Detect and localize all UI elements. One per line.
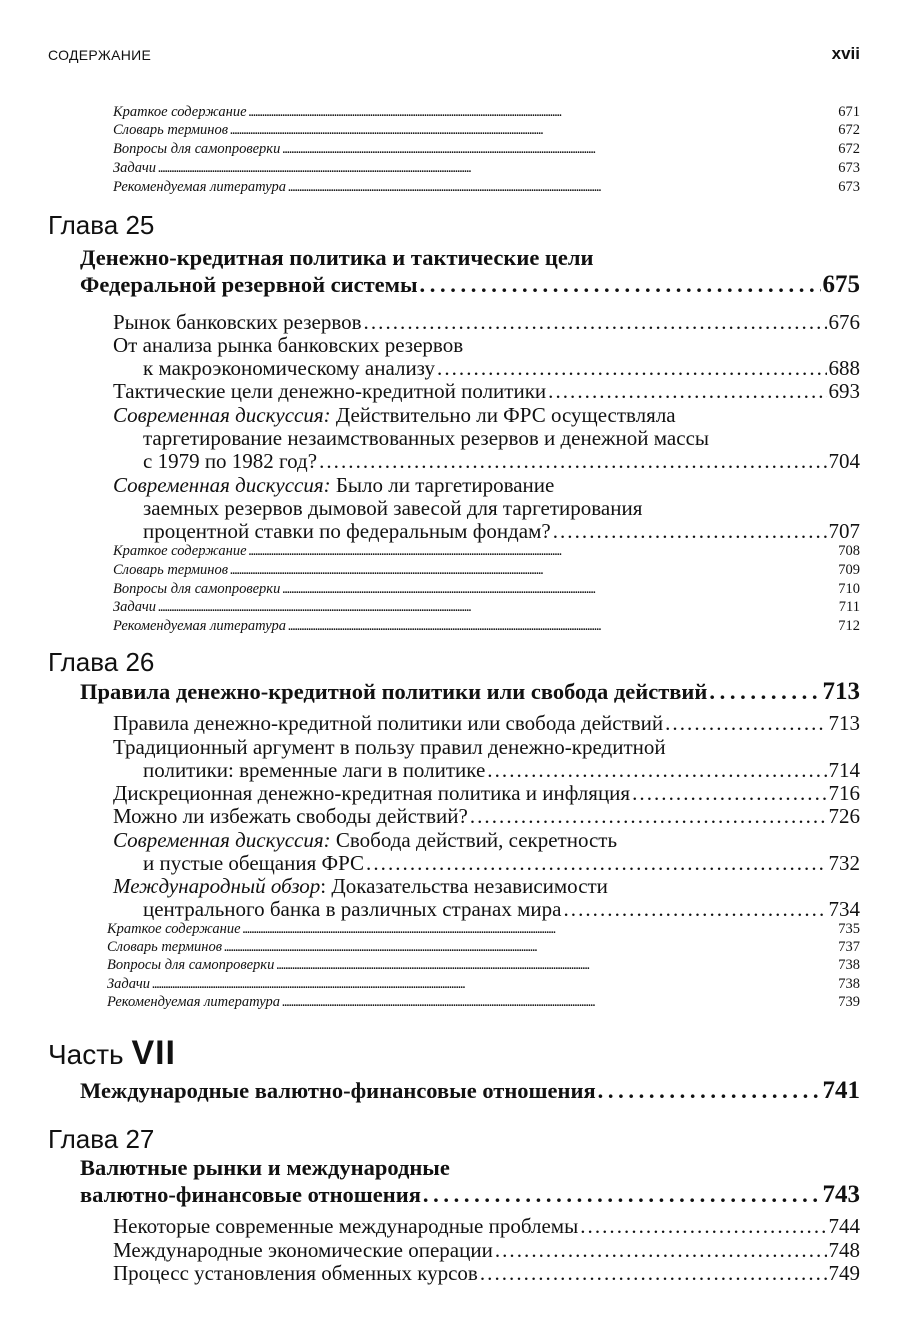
toc-section-page: 704 bbox=[828, 449, 860, 473]
toc-section[interactable] bbox=[113, 804, 860, 829]
chapter-title: Федеральной резервной системы bbox=[80, 272, 418, 297]
toc-section-page: 688 bbox=[828, 356, 860, 380]
toc-entry-page: 737 bbox=[838, 939, 860, 955]
dot-leader bbox=[152, 976, 836, 993]
dot-leader bbox=[420, 272, 821, 298]
toc-section-title: Международный обзор: Доказательства независимости bbox=[113, 874, 608, 898]
toc-entry[interactable] bbox=[107, 921, 860, 938]
toc-section-title: Некоторые современные международные проблемы bbox=[113, 1214, 579, 1238]
toc-entry-page: 709 bbox=[838, 562, 860, 578]
toc-section[interactable] bbox=[143, 356, 860, 381]
toc-section-page: 713 bbox=[828, 711, 860, 735]
toc-entry[interactable] bbox=[107, 994, 860, 1011]
toc-entry[interactable] bbox=[113, 543, 860, 560]
toc-entry-title: Краткое содержание bbox=[107, 921, 241, 937]
toc-section-title: Тактические цели денежно-кредитной политики bbox=[113, 379, 547, 403]
toc-entry-title: Задачи bbox=[113, 160, 156, 176]
toc-section[interactable] bbox=[143, 758, 860, 783]
toc-entry[interactable] bbox=[113, 104, 860, 121]
toc-entry[interactable] bbox=[113, 122, 860, 139]
toc-section-title: с 1979 по 1982 год? bbox=[143, 449, 318, 473]
dot-leader bbox=[282, 581, 836, 598]
dot-leader bbox=[282, 994, 836, 1011]
dot-leader bbox=[366, 851, 826, 876]
toc-section-title: политики: временные лаги в политике bbox=[143, 758, 486, 782]
chapter-label: Глава 27 bbox=[48, 1124, 155, 1154]
part-title: Международные валютно-финансовые отношения bbox=[80, 1078, 596, 1103]
toc-entry-page: 708 bbox=[838, 543, 860, 559]
toc-section-title: Рынок банковских резервов bbox=[113, 310, 362, 334]
toc-section-page: 732 bbox=[828, 851, 860, 875]
toc-entry[interactable] bbox=[113, 160, 860, 177]
toc-entry-title: Рекомендуемая литература bbox=[107, 994, 280, 1010]
toc-entry-title: Вопросы для самопроверки bbox=[113, 141, 281, 157]
toc-entry[interactable] bbox=[107, 939, 860, 956]
dot-leader bbox=[364, 310, 827, 335]
toc-section[interactable] bbox=[113, 1238, 860, 1263]
toc-entry[interactable] bbox=[113, 141, 860, 158]
chapter-page: 713 bbox=[822, 678, 860, 705]
dot-leader bbox=[230, 562, 836, 579]
toc-section[interactable] bbox=[143, 519, 860, 544]
toc-section[interactable] bbox=[113, 711, 860, 736]
feature-label: Международный обзор bbox=[113, 874, 321, 898]
toc-entry-page: 712 bbox=[838, 618, 860, 634]
toc-section-page: 716 bbox=[828, 781, 860, 805]
dot-leader bbox=[158, 599, 837, 616]
toc-section-page: 714 bbox=[828, 758, 860, 782]
toc-section[interactable] bbox=[113, 310, 860, 335]
toc-section-page: 707 bbox=[828, 519, 860, 543]
toc-section-title: к макроэкономическому анализу bbox=[143, 356, 436, 380]
chapter-title-entry[interactable] bbox=[80, 1181, 860, 1209]
dot-leader bbox=[282, 141, 836, 158]
toc-section-title: Современная дискуссия: Было ли таргетирование bbox=[113, 473, 555, 497]
dot-leader bbox=[632, 781, 826, 806]
chapter-title: Денежно-кредитная политика и тактические цели bbox=[80, 245, 594, 270]
toc-entry-page: 673 bbox=[838, 160, 860, 176]
dot-leader bbox=[487, 758, 826, 783]
toc-entry-title: Рекомендуемая литература bbox=[113, 179, 286, 195]
dot-leader bbox=[224, 939, 836, 956]
part-title-entry[interactable] bbox=[80, 1077, 860, 1105]
dot-leader bbox=[276, 957, 836, 974]
toc-entry-title: Задачи bbox=[107, 976, 150, 992]
running-header-title: СОДЕРЖАНИЕ bbox=[48, 47, 152, 63]
toc-section[interactable] bbox=[143, 897, 860, 922]
toc-entry[interactable] bbox=[113, 562, 860, 579]
chapter-page: 743 bbox=[822, 1181, 860, 1208]
part-page: 741 bbox=[822, 1077, 860, 1104]
chapter-title: валютно-финансовые отношения bbox=[80, 1182, 421, 1207]
chapter-page: 675 bbox=[822, 271, 860, 298]
toc-entry-page: 738 bbox=[838, 957, 860, 973]
toc-section[interactable] bbox=[143, 449, 860, 474]
toc-entry-title: Краткое содержание bbox=[113, 104, 247, 120]
toc-section-page: 734 bbox=[828, 897, 860, 921]
chapter-label: Глава 25 bbox=[48, 210, 155, 240]
dot-leader bbox=[319, 449, 826, 474]
toc-entry-page: 735 bbox=[838, 921, 860, 937]
toc-section-title: Традиционный аргумент в пользу правил денежно-кредитной bbox=[113, 735, 666, 759]
toc-entry-page: 673 bbox=[838, 179, 860, 195]
toc-entry[interactable] bbox=[107, 976, 860, 993]
toc-entry-title: Вопросы для самопроверки bbox=[107, 957, 275, 973]
toc-section-page: 726 bbox=[828, 804, 860, 828]
chapter-label: Глава 26 bbox=[48, 647, 155, 677]
dot-leader bbox=[230, 122, 836, 139]
dot-leader bbox=[548, 379, 826, 404]
toc-section[interactable] bbox=[113, 1261, 860, 1286]
dot-leader bbox=[249, 104, 837, 121]
toc-section-title: От анализа рынка банковских резервов bbox=[113, 333, 464, 357]
toc-section-title: Современная дискуссия: Свобода действий, секретность bbox=[113, 828, 618, 852]
chapter-title: Валютные рынки и международные bbox=[80, 1155, 450, 1180]
toc-section[interactable] bbox=[113, 781, 860, 806]
toc-entry-page: 711 bbox=[838, 599, 860, 615]
toc-section-title: Можно ли избежать свободы действий? bbox=[113, 804, 468, 828]
part-heading bbox=[48, 1034, 176, 1073]
toc-section[interactable] bbox=[113, 379, 860, 404]
toc-entry-title: Словарь терминов bbox=[107, 939, 223, 955]
feature-label: Современная дискуссия: bbox=[113, 403, 331, 427]
dot-leader bbox=[563, 897, 826, 922]
toc-section-title: Современная дискуссия: Действительно ли ФРС осуществляла bbox=[113, 403, 676, 427]
dot-leader bbox=[665, 711, 826, 736]
toc-section-page: 744 bbox=[828, 1214, 860, 1238]
toc-entry-page: 672 bbox=[838, 122, 860, 138]
toc-section-title: заемных резервов дымовой завесой для таргетирования bbox=[143, 496, 643, 520]
feature-label: Современная дискуссия: bbox=[113, 828, 331, 852]
dot-leader bbox=[553, 519, 827, 544]
page-number: xvii bbox=[831, 44, 860, 63]
toc-entry[interactable] bbox=[113, 179, 860, 196]
toc-entry-page: 739 bbox=[838, 994, 860, 1010]
dot-leader bbox=[495, 1238, 827, 1263]
toc-entry-title: Краткое содержание bbox=[113, 543, 247, 559]
part-numeral: VII bbox=[131, 1034, 177, 1072]
toc-section-title: центрального банка в различных странах мира bbox=[143, 897, 562, 921]
dot-leader bbox=[288, 179, 836, 196]
toc-section-page: 748 bbox=[828, 1238, 860, 1262]
toc-section-title: Правила денежно-кредитной политики или свобода действий bbox=[113, 711, 664, 735]
toc-section-page: 676 bbox=[828, 310, 860, 334]
dot-leader bbox=[243, 921, 837, 938]
toc-entry-page: 672 bbox=[838, 141, 860, 157]
feature-label: Современная дискуссия: bbox=[113, 473, 331, 497]
dot-leader bbox=[423, 1182, 821, 1208]
dot-leader bbox=[249, 543, 837, 560]
toc-entry-page: 710 bbox=[838, 581, 860, 597]
chapter-title-entry[interactable] bbox=[80, 678, 860, 706]
toc-entry[interactable] bbox=[113, 618, 860, 635]
toc-section-title: Международные экономические операции bbox=[113, 1238, 493, 1262]
dot-leader bbox=[470, 804, 827, 829]
toc-section-title: таргетирование незаимствованных резервов и денежной массы bbox=[143, 426, 709, 450]
dot-leader bbox=[437, 356, 826, 381]
toc-entry-title: Вопросы для самопроверки bbox=[113, 581, 281, 597]
toc-section-title: и пустые обещания ФРС bbox=[143, 851, 365, 875]
toc-section-page: 749 bbox=[828, 1261, 860, 1285]
toc-entry-page: 738 bbox=[838, 976, 860, 992]
dot-leader bbox=[580, 1214, 826, 1239]
chapter-title-entry[interactable] bbox=[80, 271, 860, 299]
dot-leader bbox=[598, 1078, 821, 1104]
toc-section-page: 693 bbox=[828, 379, 860, 403]
toc-entry[interactable] bbox=[113, 599, 860, 616]
dot-leader bbox=[288, 618, 836, 635]
toc-entry[interactable] bbox=[113, 581, 860, 598]
dot-leader bbox=[709, 679, 820, 705]
toc-entry-title: Рекомендуемая литература bbox=[113, 618, 286, 634]
toc-section[interactable] bbox=[143, 851, 860, 876]
dot-leader bbox=[158, 160, 836, 177]
toc-entry-title: Словарь терминов bbox=[113, 562, 229, 578]
toc-section[interactable] bbox=[113, 1214, 860, 1239]
part-label: Часть bbox=[48, 1039, 124, 1070]
dot-leader bbox=[480, 1261, 827, 1286]
toc-entry-page: 671 bbox=[838, 104, 860, 120]
toc-entry-title: Словарь терминов bbox=[113, 122, 229, 138]
chapter-title: Правила денежно-кредитной политики или свобода действий bbox=[80, 679, 708, 704]
toc-entry[interactable] bbox=[107, 957, 860, 974]
toc-section-title: Дискреционная денежно-кредитная политика и инфляция bbox=[113, 781, 631, 805]
toc-section-title: Процесс установления обменных курсов bbox=[113, 1261, 478, 1285]
toc-section-title: процентной ставки по федеральным фондам? bbox=[143, 519, 551, 543]
toc-entry-title: Задачи bbox=[113, 599, 156, 615]
